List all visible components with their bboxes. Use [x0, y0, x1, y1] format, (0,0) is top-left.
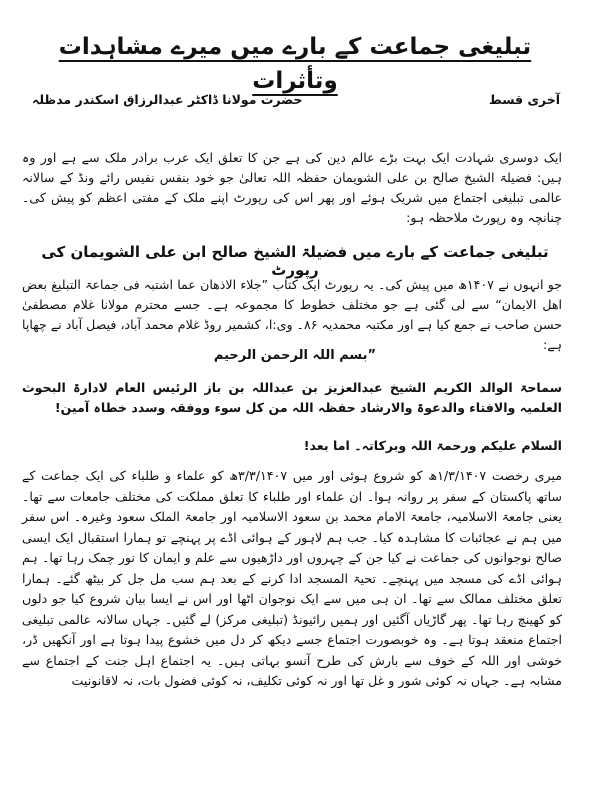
report-intro-paragraph: جو انہوں نے ۱۴۰۷ھ میں پیش کی۔ یہ رپورٹ ایک کتاب ”جلاء الاذھان عما اشتبہ فی جماعۃ التبلیغ بعض اھل الایمان“ سے لی گئی ہے جو مختلف خطوط کا مجموعہ ہے۔ جسے محترم مولانا غلام مصطفیٰ حسن صاحب نے جمع کیا ہے اور مکتبہ محمدیہ ۸۶۔ وی:ا، کشمیر روڈ غلام محمد آباد، فیصل آباد نے چھاپا ہے: [22, 277, 563, 352]
body-paragraph: میری رخصت ۱/۳/۱۴۰۷ھ کو شروع ہوئی اور میں ۳/۳/۱۴۰۷ھ کو علماء و طلباء کی ایک جماعت کے ساتھ پاکستان کے سفر پر روانہ ہوا۔ ان علماء اور طلباء کا تعلق مملکت کی مختلف جامعات سے تھا۔ یعنی جامعۃ الاسلامیہ، جامعۃ الامام محمد بن سعود الاسلامیہ اور جامعۃ الملک سعود وغیرہ۔ اس سفر میں ہم نے عجائبات کا مشاہدہ کیا۔ جب ہم لاہور کے ہوائی اڈے پر پہنچے تو ہمارا استقبال ایک ایسی صالح نوجوانوں کی جماعت نے کیا جن کے چہروں اور داڑھیوں سے علم و ایمان کا نور چمک رہا تھا۔ ہم ہوائی اڈے کی مسجد میں پہنچے۔ تحیۃ المسجد ادا کرنے کے بعد ہم سب مل جل کر بیٹھ گئے۔ ہمارا تعلق مختلف ممالک سے تھا۔ ان ہی میں سے ایک نوجوان اٹھا اور اس نے ایسا بیان شروع کیا جو دلوں کو کھینچ رہا تھا۔ پھر گاڑیاں آگئیں اور ہمیں رائیونڈ (تبلیغی مرکز) لے گئیں۔ جہاں سالانہ عالمی تبلیغی اجتماع منعقد ہوتا ہے۔ وہ خوبصورت اجتماع جسے دیکھ کر دل میں خشوع پیدا ہوتا ہے اور آنکھیں ڈر، خوشی اور اللہ کے خوف سے بارش کی طرح آنسو بہاتی ہیں۔ یہ اجتماع اہل جنت کے اجتماع سے مشابہ ہے۔ جہاں نہ کوئی شور و غل تھا اور نہ کوئی تکلیف، نہ کوئی فضول بات، نہ لاقانونیت [22, 468, 563, 688]
author-line: حضرت مولانا ڈاکٹر عبدالرزاق اسکندر مدظلہ [32, 92, 303, 107]
article-title: تبلیغی جماعت کے بارے میں میرے مشاہدات وتأثرات [58, 34, 532, 94]
bismillah-line: ”بسم اللہ الرحمن الرحیم [213, 348, 377, 363]
report-heading: تبلیغی جماعت کے بارے میں فضیلۃ الشیخ صالح ابن علی الشویمان کی رپورٹ [41, 243, 549, 279]
salaam-line: السلام علیکم ورحمۃ اللہ وبرکاتہ۔ اما بعد! [303, 438, 562, 453]
installment-label: آخری قسط [488, 92, 560, 107]
intro-paragraph: ایک دوسری شہادت ایک بہت بڑے عالم دین کی ہے جن کا تعلق ایک عرب برادر ملک سے ہے اور وہ ہیں: فضیلۃ الشیخ صالح بن علی الشویمان حفظہ اللہ تعالیٰ جو خود بنفس نفیس رائے ونڈ کے سالانہ عالمی تبلیغی اجتماع میں شریک ہوئے اور پھر اس کی رپورٹ اپنے ملک کے مفتی اعظم کو پیش کی۔ چنانچہ وہ رپورٹ ملاحظہ ہو: [22, 150, 562, 225]
arabic-address-paragraph: سماحۃ الوالد الکریم الشیخ عبدالعزیز بن عبداللہ بن باز الرئیس العام لادارۃ البحوث العلمیہ والافتاء والدعوۃ والارشاد حفظہ اللہ من کل سوء ووفقہ وسدد خطاہ آمین! [22, 380, 562, 415]
